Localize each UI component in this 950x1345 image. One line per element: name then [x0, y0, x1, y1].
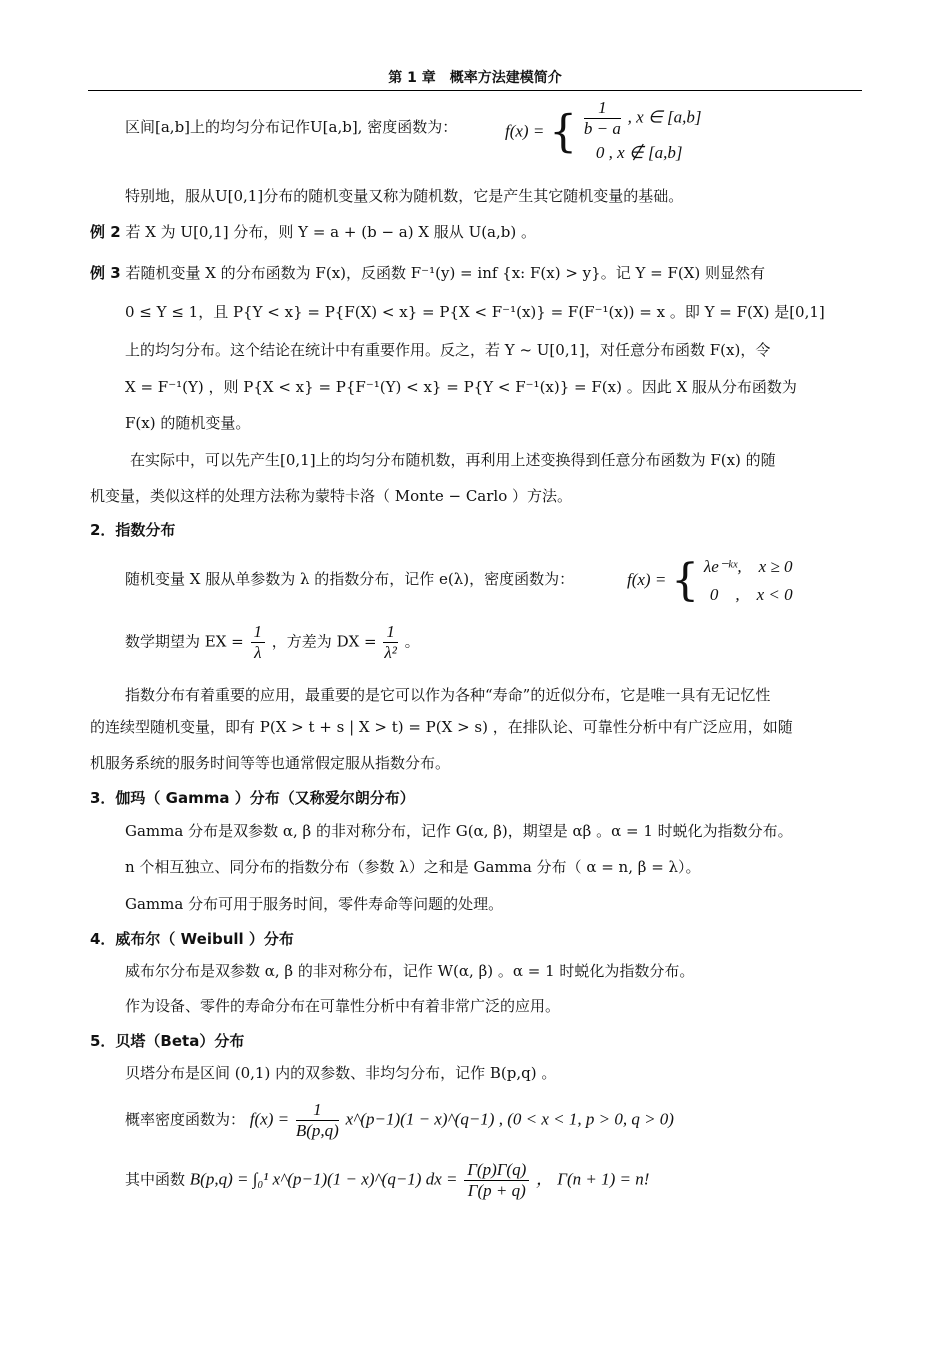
beta-func-den: Γ(p + q) [467, 1181, 526, 1200]
gamma-line-2: n 个相互独立、同分布的指数分布（参数 λ）之和是 Gamma 分布（ α = n, β = λ）。 [125, 858, 701, 876]
uniform-case-2: 0 , x ∉ [a,b] [595, 143, 683, 162]
page-header: 第 1 章 概率方法建模简介 [388, 70, 562, 86]
uniform-intro: 区间[a,b]上的均匀分布记作U[a,b], 密度函数为： [125, 118, 458, 136]
exponential-para-3: 机服务系统的服务时间等等也通常假定服从指数分布。 [90, 754, 451, 772]
exponential-density [627, 553, 793, 609]
example-2 [90, 221, 536, 243]
variance-label: ，方差为 DX = [271, 632, 377, 651]
uniform-fraction [584, 98, 621, 139]
beta-density-fx: f(x) = [249, 1109, 290, 1129]
example-3-line-3: 上的均匀分布。这个结论在统计中有重要作用。反之，若 Y ~ U[0,1]，对任意分布函数 F(x)，令 [125, 341, 771, 359]
uniform-den: b − a [583, 119, 621, 138]
beta-density-label: 概率密度函数为： [125, 1110, 246, 1129]
beta-func-left: B(p,q) = ∫₀¹ x^(p−1)(1 − x)^(q−1) dx = [189, 1169, 458, 1189]
beta-func-fraction [464, 1160, 529, 1201]
beta-density-fraction [296, 1100, 339, 1141]
example-2-text: 若 X 为 U[0,1] 分布，则 Y = a + (b − a) X 服从 U(a,b) 。 [125, 223, 536, 241]
weibull-heading: 4．威布尔（ Weibull ）分布 [90, 930, 294, 948]
gamma-line-1: Gamma 分布是双参数 α, β 的非对称分布，记作 G(α, β)，期望是 αβ 。α = 1 时蜕化为指数分布。 [125, 822, 793, 840]
uniform-num: 1 [584, 98, 621, 119]
left-brace: { [549, 106, 578, 158]
exponential-heading: 2．指数分布 [90, 521, 176, 539]
gamma-heading: 3．伽玛（ Gamma ）分布（又称爱尔朗分布） [90, 789, 415, 807]
montecarlo-line-1: 在实际中，可以先产生[0,1]上的均匀分布随机数，再利用上述变换得到任意分布函数为 F(x) 的随 [130, 451, 776, 469]
beta-line-1: 贝塔分布是区间 (0,1) 内的双参数、非均匀分布，记作 B(p,q) 。 [125, 1064, 557, 1082]
example-3-label: 例 3 [90, 264, 121, 282]
example-2-label: 例 2 [90, 223, 121, 241]
variance-fraction [383, 622, 398, 663]
uniform-special: 特别地，服从U[0,1]分布的随机变量又称为随机数，它是产生其它随机变量的基础。 [125, 187, 684, 205]
example-3-text-1: 若随机变量 X 的分布函数为 F(x)，反函数 F⁻¹(y) = inf {x: F(x) > y}。记 Y = F(X) 则显然有 [125, 264, 766, 282]
weibull-line-2: 作为设备、零件的寿命分布在可靠性分析中有着非常广泛的应用。 [125, 997, 561, 1015]
variance-end: 。 [404, 632, 420, 651]
beta-heading: 5．贝塔（Beta）分布 [90, 1032, 245, 1050]
uniform-fx: f(x) = [505, 121, 545, 141]
uniform-case-1 [582, 98, 702, 139]
beta-density [125, 1100, 674, 1141]
beta-density-num: 1 [296, 1100, 339, 1121]
mean-den: λ [254, 643, 262, 662]
example-3-line-2: 0 ≤ Y ≤ 1，且 P{Y < x} = P{F(X) < x} = P{X < F⁻¹(x)} = F(F⁻¹(x)) = x 。即 Y = F(X) 是[0,1] [125, 303, 825, 321]
exponential-case-1: λe⁻ᵏˣ, x ≥ 0 [703, 557, 793, 576]
beta-func-right: ， Γ(n + 1) = n! [536, 1169, 650, 1189]
variance-den: λ² [384, 643, 397, 662]
uniform-density [505, 98, 701, 167]
exponential-intro: 随机变量 X 服从单参数为 λ 的指数分布，记作 e(λ)，密度函数为： [125, 570, 575, 588]
variance-num: 1 [383, 622, 398, 643]
exponential-case-2: 0 , x < 0 [709, 585, 793, 604]
exponential-cases [704, 553, 793, 609]
beta-function [125, 1160, 649, 1201]
uniform-cases [582, 98, 702, 167]
mean-num: 1 [251, 622, 266, 643]
header-rule [88, 90, 862, 91]
mean-fraction [251, 622, 266, 663]
montecarlo-line-2: 机变量，类似这样的处理方法称为蒙特卡洛（ Monte − Carlo ）方法。 [90, 487, 573, 505]
beta-density-rest: x^(p−1)(1 − x)^(q−1) , (0 < x < 1, p > 0, q > 0) [345, 1109, 674, 1129]
weibull-line-1: 威布尔分布是双参数 α, β 的非对称分布，记作 W(α, β) 。α = 1 时蜕化为指数分布。 [125, 962, 695, 980]
example-3-line-1 [90, 262, 765, 284]
beta-density-den: B(p,q) [295, 1121, 339, 1140]
exponential-para-1: 指数分布有着重要的应用，最重要的是它可以作为各种“寿命”的近似分布，它是唯一具有无记忆性 [125, 686, 771, 704]
exponential-fx: f(x) = [627, 570, 667, 589]
left-brace: { [671, 555, 700, 606]
exponential-para-2: 的连续型随机变量，即有 P(X > t + s | X > t) = P(X > s) ，在排队论、可靠性分析中有广泛应用，如随 [90, 718, 793, 736]
mean-label: 数学期望为 EX = [125, 632, 244, 651]
uniform-case1-cond: , x ∈ [a,b] [627, 107, 702, 127]
example-3-line-4: X = F⁻¹(Y) ，则 P{X < x} = P{F⁻¹(Y) < x} = P{Y < F⁻¹(x)} = F(x) 。因此 X 服从分布函数为 [125, 378, 797, 396]
beta-func-label: 其中函数 [125, 1170, 186, 1189]
beta-func-num: Γ(p)Γ(q) [464, 1160, 529, 1181]
gamma-line-3: Gamma 分布可用于服务时间，零件寿命等问题的处理。 [125, 895, 504, 913]
example-3-line-5: F(x) 的随机变量。 [125, 414, 251, 432]
exponential-moments [125, 622, 420, 663]
